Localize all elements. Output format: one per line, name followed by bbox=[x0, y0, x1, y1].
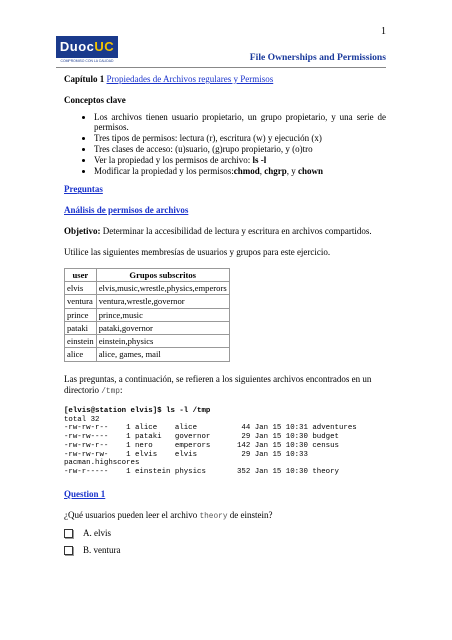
terminal-line: -rw-rw-r-- 1 alice alice 44 Jan 15 10:31 adventures bbox=[64, 424, 357, 433]
list-item: • Los archivos tienen usuario propietario, un grupo propietario, y una serie de permisos. bbox=[94, 112, 386, 134]
terminal-line: -rw-rw-r-- 1 nero emperors 142 Jan 15 10:30 census bbox=[64, 441, 339, 450]
table-row bbox=[65, 295, 230, 308]
table-row bbox=[65, 335, 230, 348]
question-1-text bbox=[64, 510, 386, 522]
terminal-line: -rw-rw-rw- 1 elvis elvis 29 Jan 15 10:33 bbox=[64, 450, 308, 459]
cell-groups: elvis,music,wrestle,physics,emperors bbox=[96, 281, 229, 294]
list-item: • Tres clases de acceso: (u)suario, (g)rupo propietario, y (o)tro bbox=[94, 144, 386, 155]
file-name: theory bbox=[199, 512, 228, 521]
terminal-prompt: [elvis@station elvis]$ ls -l /tmp bbox=[64, 406, 211, 415]
table-row bbox=[65, 321, 230, 334]
table-row bbox=[65, 308, 230, 321]
terminal-line: pacman.highscores bbox=[64, 459, 140, 468]
questions-link[interactable]: Preguntas bbox=[64, 184, 103, 195]
objective-label: Objetivo: bbox=[64, 225, 101, 236]
terminal-line: -rw-r----- 1 einstein physics 352 Jan 15 10:30 theory bbox=[64, 468, 339, 477]
terminal-listing bbox=[64, 407, 386, 477]
list-item bbox=[94, 155, 386, 166]
cell-user: pataki bbox=[65, 321, 97, 334]
separator: , y bbox=[286, 165, 298, 176]
option-label: B. ventura bbox=[83, 544, 121, 555]
intro-text: Las preguntas, a continuación, se refieren a los siguientes archivos encontrados en un directorio bbox=[64, 373, 372, 395]
list-item-text: Ver la propiedad y los permisos de archivo: bbox=[94, 154, 253, 165]
intro-files bbox=[64, 374, 386, 397]
logo-brand-main: Duoc bbox=[59, 39, 95, 54]
command-chmod: chmod bbox=[233, 165, 260, 176]
cell-user: elvis bbox=[65, 281, 97, 294]
intro-end: : bbox=[119, 384, 123, 395]
table-header-row bbox=[65, 268, 230, 281]
chapter-heading bbox=[64, 74, 386, 85]
logo-mark bbox=[56, 36, 118, 58]
chapter-label: Capítulo 1 bbox=[64, 74, 105, 84]
question-text-start: ¿Qué usuarios pueden leer el archivo bbox=[64, 509, 200, 520]
cell-user: ventura bbox=[65, 295, 97, 308]
groups-table bbox=[64, 268, 230, 362]
cell-groups: einstein,physics bbox=[96, 335, 229, 348]
page-number: 1 bbox=[381, 26, 386, 37]
column-header-user: user bbox=[65, 268, 97, 281]
logo-brand-accent: UC bbox=[94, 39, 115, 54]
checkbox-icon[interactable] bbox=[64, 529, 73, 538]
terminal-line: total 32 bbox=[64, 415, 100, 424]
instruction: Utilice las siguientes membresías de usuarios y grupos para este ejercicio. bbox=[64, 246, 331, 257]
cell-user: einstein bbox=[65, 335, 97, 348]
table-row bbox=[65, 348, 230, 361]
header-divider bbox=[56, 67, 386, 68]
directory-path: /tmp bbox=[101, 387, 120, 396]
list-item: • Tres tipos de permisos: lectura (r), escritura (w) y ejecución (x) bbox=[94, 133, 386, 144]
objective-text: Determinar la accesibilidad de lectura y escritura en archivos compartidos. bbox=[100, 225, 372, 236]
option-label: A. elvis bbox=[83, 527, 111, 538]
table-row bbox=[65, 281, 230, 294]
key-concepts-heading: Conceptos clave bbox=[64, 94, 126, 105]
question-text-end: de einstein? bbox=[227, 509, 273, 520]
cell-user: prince bbox=[65, 308, 97, 321]
terminal-line: -rw-rw---- 1 pataki governor 29 Jan 15 10:30 budget bbox=[64, 433, 339, 442]
separator: , bbox=[259, 165, 265, 176]
cell-groups: alice, games, mail bbox=[96, 348, 229, 361]
cell-user: alice bbox=[65, 348, 97, 361]
logo-tagline: COMPROMISO CON LA CALIDAD bbox=[60, 59, 114, 63]
question-1-link[interactable]: Question 1 bbox=[64, 488, 106, 499]
cell-groups: pataki,governor bbox=[96, 321, 229, 334]
cell-groups: ventura,wrestle,governor bbox=[96, 295, 229, 308]
option-b[interactable] bbox=[64, 545, 386, 556]
checkbox-icon[interactable] bbox=[64, 546, 73, 555]
key-concepts-list bbox=[64, 112, 386, 177]
objective bbox=[64, 226, 386, 237]
chapter-title-link[interactable]: Propiedades de Archivos regulares y Permisos bbox=[106, 74, 274, 84]
cell-groups: prince,music bbox=[96, 308, 229, 321]
option-a[interactable] bbox=[64, 528, 386, 539]
command-chgrp: chgrp bbox=[264, 165, 287, 176]
command-ls: ls -l bbox=[252, 154, 267, 165]
header-title: File Ownerships and Permissions bbox=[249, 52, 386, 63]
list-item-text: Modificar la propiedad y los permisos: bbox=[94, 165, 234, 176]
analysis-link[interactable]: Análisis de permisos de archivos bbox=[64, 205, 189, 216]
command-chown: chown bbox=[298, 165, 324, 176]
column-header-groups: Grupos subscritos bbox=[96, 268, 229, 281]
list-item bbox=[94, 166, 386, 177]
document-body bbox=[64, 74, 386, 562]
duoc-uc-logo bbox=[56, 36, 118, 64]
